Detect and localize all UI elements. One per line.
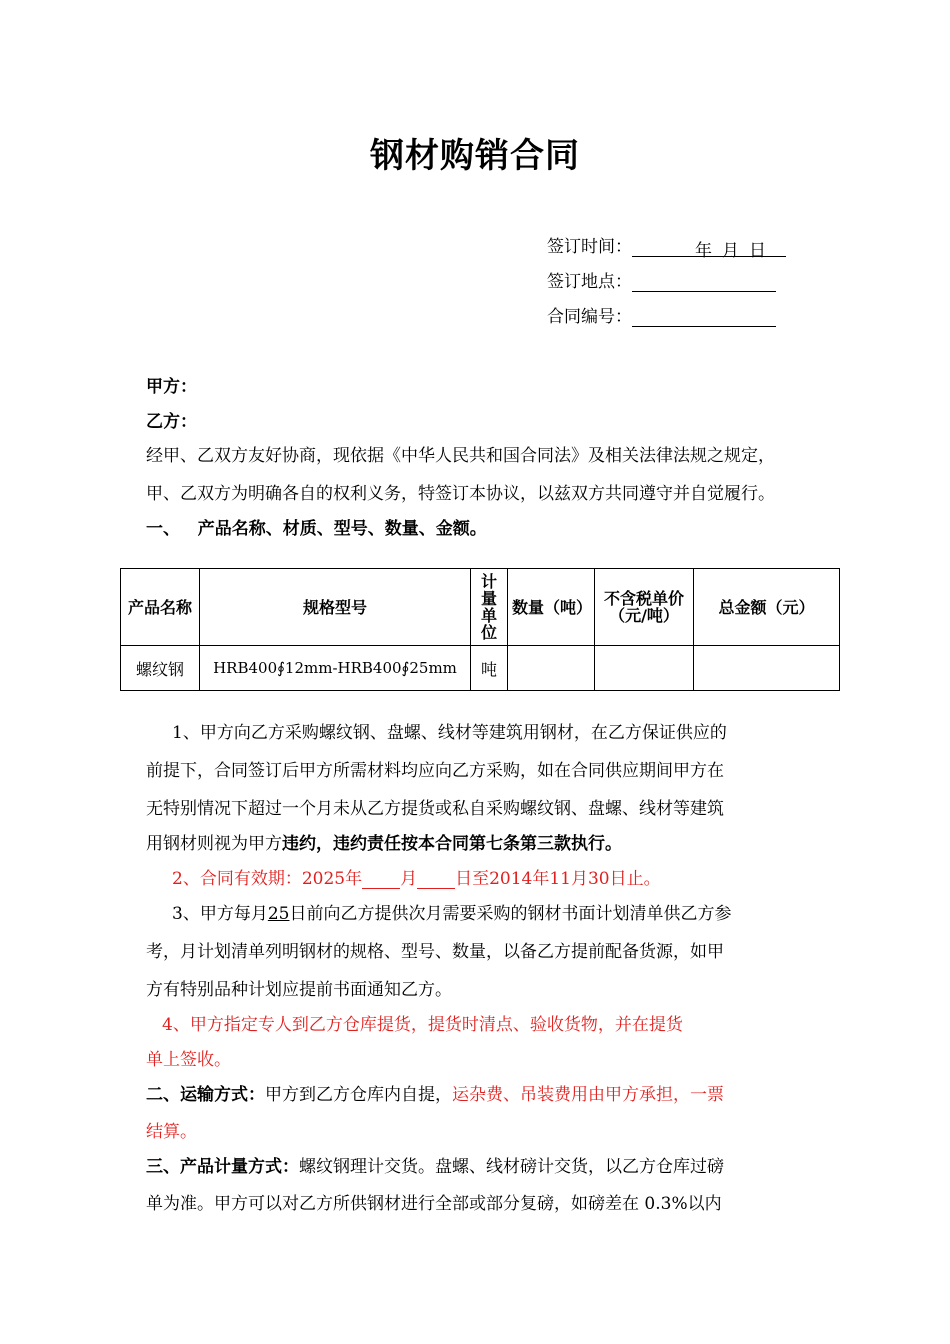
sign-date-blank[interactable] (632, 236, 786, 261)
clause-2-part-1: 2、合同有效期：2025年 (172, 869, 363, 889)
section-2-line-2: 结算。 (146, 1122, 197, 1142)
section-2-red-text: 运杂费、吊装费用由甲方承担，一票 (452, 1085, 724, 1105)
clause-3-text-a: 3、甲方每月 (172, 904, 268, 924)
header-spec: 规格型号 (200, 569, 471, 646)
clause-1-line-4 (146, 829, 622, 854)
section-2 (146, 1080, 724, 1105)
clause-2 (172, 864, 661, 889)
section-3-heading: 三、产品计量方式： (146, 1157, 299, 1177)
clause-4-line-2: 单上签收。 (146, 1050, 231, 1070)
clause-1-breach-text: 违约，违约责任按本合同第七条第三款执行。 (282, 834, 622, 854)
header-unit-price: 不含税单价（元/吨） (595, 569, 694, 646)
sign-date-label: 签订时间： (547, 237, 632, 257)
party-b: 乙方： (146, 412, 197, 432)
page-title: 钢材购销合同 (370, 136, 580, 176)
sign-place-field (547, 267, 776, 292)
contract-no-blank[interactable] (632, 306, 776, 327)
clause-3-day: 25 (267, 904, 290, 924)
intro-line-1: 经甲、乙双方友好协商，现依据《中华人民共和国合同法》及相关法律法规之规定， (146, 446, 775, 466)
clause-1-line-4-text: 用钢材则视为甲方 (146, 834, 282, 854)
header-product-name: 产品名称 (121, 569, 200, 646)
month-label: 月 (722, 241, 739, 261)
cell-product-name: 螺纹钢 (121, 646, 200, 691)
section-3-text: 螺纹钢理计交货。盘螺、线材磅计交货，以乙方仓库过磅 (299, 1157, 724, 1177)
day-label: 日 (749, 241, 766, 261)
cell-unit: 吨 (471, 646, 508, 691)
clause-3-line-1 (172, 899, 731, 924)
clause-2-part-2: 月 (400, 869, 418, 889)
section-3-line-2: 单为准。甲方可以对乙方所供钢材进行全部或部分复磅，如磅差在 0.3%以内 (146, 1194, 722, 1214)
sign-date-field (547, 232, 786, 261)
section-2-text: 甲方到乙方仓库内自提， (265, 1085, 452, 1105)
clause-1-line-2: 前提下，合同签订后甲方所需材料均应向乙方采购，如在合同供应期间甲方在 (146, 761, 724, 781)
table-row (121, 646, 840, 691)
day-blank[interactable] (417, 870, 455, 889)
clause-4-line-1: 4、甲方指定专人到乙方仓库提货，提货时清点、验收货物，并在提货 (162, 1015, 683, 1035)
sign-place-label: 签订地点： (547, 272, 632, 292)
section-1-heading: 一、 产品名称、材质、型号、数量、金额。 (146, 519, 487, 539)
clause-1-line-3: 无特别情况下超过一个月未从乙方提货或私自采购螺纹钢、盘螺、线材等建筑 (146, 799, 724, 819)
clause-1-line-1: 1、甲方向乙方采购螺纹钢、盘螺、线材等建筑用钢材，在乙方保证供应的 (172, 723, 727, 743)
year-label: 年 (695, 241, 712, 261)
contract-no-field (547, 302, 776, 327)
intro-line-2: 甲、乙双方为明确各自的权利义务，特签订本协议，以兹双方共同遵守并自觉履行。 (146, 484, 775, 504)
clause-3-line-2: 考，月计划清单列明钢材的规格、型号、数量，以备乙方提前配备货源，如甲 (146, 942, 724, 962)
section-3 (146, 1152, 724, 1177)
product-table (120, 568, 840, 691)
month-blank[interactable] (362, 870, 400, 889)
contract-no-label: 合同编号： (547, 307, 632, 327)
table-header-row (121, 569, 840, 646)
cell-quantity[interactable] (508, 646, 595, 691)
header-unit: 计量单位 (471, 569, 508, 646)
cell-spec: HRB400∮12mm-HRB400∮25mm (200, 646, 471, 691)
cell-unit-price[interactable] (595, 646, 694, 691)
clause-3-line-3: 方有特别品种计划应提前书面通知乙方。 (146, 980, 452, 1000)
party-a: 甲方： (146, 377, 197, 397)
clause-2-part-3: 日至2014年11月30日止。 (455, 869, 661, 889)
sign-place-blank[interactable] (632, 271, 776, 292)
section-2-heading: 二、运输方式： (146, 1085, 265, 1105)
header-total: 总金额（元） (694, 569, 840, 646)
header-quantity: 数量（吨） (508, 569, 595, 646)
clause-3-text-b: 日前向乙方提供次月需要采购的钢材书面计划清单供乙方参 (289, 904, 732, 924)
cell-total[interactable] (694, 646, 840, 691)
